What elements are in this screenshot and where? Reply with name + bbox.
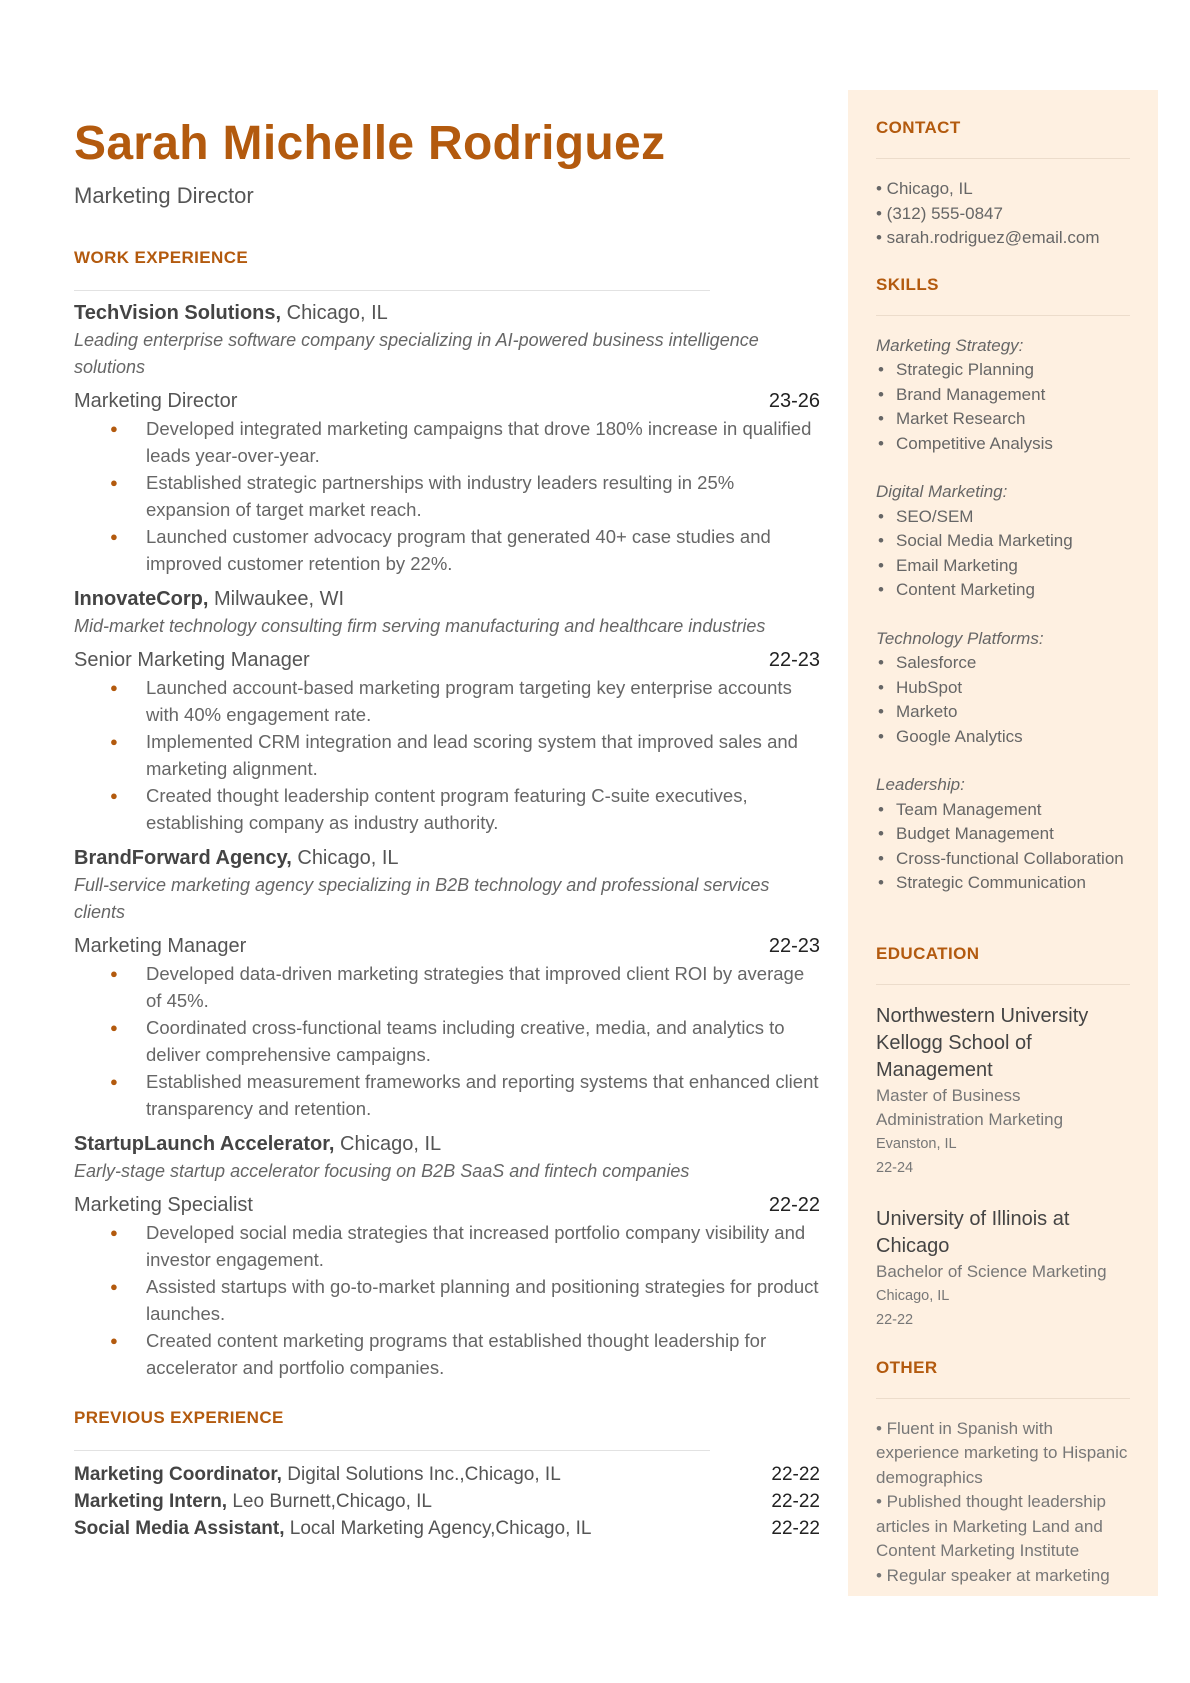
skill-item: • Salesforce [878, 653, 977, 672]
degree: Master of Business Administration Marketing [876, 1085, 1064, 1129]
job-entry [74, 844, 820, 1122]
education-title: EDUCATION [876, 943, 980, 963]
achievement-item: ● Developed integrated marketing campaigns that drove 180% increase in qualified leads year-over-year. [146, 415, 820, 469]
skill-category: Marketing Strategy: [876, 335, 1024, 355]
previous-org: Local Marketing Agency,Chicago, IL [284, 1518, 592, 1539]
achievement-item: ● Created thought leadership content program featuring C-suite executives, establishing company as industry authority. [146, 782, 820, 836]
other-title: OTHER [876, 1357, 938, 1377]
company-description: Leading enterprise software company specializing in AI-powered business intelligence solutions [74, 330, 759, 377]
achievement-list [74, 415, 820, 577]
achievement-item: ● Established strategic partnerships with industry leaders resulting in 25% expansion of target market reach. [146, 469, 820, 523]
work-experience-section [74, 248, 820, 1381]
other-item: • Regular speaker at marketing [876, 1565, 1110, 1585]
role-dates: 23-26 [768, 390, 820, 412]
achievement-item: ● Coordinated cross-functional teams including creative, media, and analytics to deliver comprehensive campaigns. [146, 1014, 820, 1068]
role-row [74, 1191, 820, 1219]
divider [876, 158, 1130, 159]
company-location: Chicago, IL [334, 1133, 442, 1155]
company-description: Early-stage startup accelerator focusing on B2B SaaS and fintech companies [74, 1161, 690, 1181]
skill-category: Digital Marketing: [876, 482, 1008, 501]
achievement-item: ● Implemented CRM integration and lead scoring system that improved sales and marketing alignment. [146, 728, 820, 782]
company-name: BrandForward Agency, [74, 847, 292, 869]
skill-item: • Content Marketing [878, 580, 1035, 599]
school-name: University of Illinois at Chicago [876, 1207, 1070, 1257]
skill-category: Technology Platforms: [876, 628, 1044, 648]
skill-group [876, 334, 1130, 457]
education-entry [876, 1206, 1130, 1332]
previous-role-row [74, 1461, 820, 1488]
skill-item: • Email Marketing [878, 555, 1018, 575]
school-name: Northwestern University Kellogg School of Management [876, 1004, 1089, 1081]
contact-location: • Chicago, IL [876, 179, 973, 198]
previous-role: Marketing Intern, [74, 1491, 228, 1512]
skill-item: • Strategic Planning [878, 360, 1034, 379]
previous-dates: 22-22 [771, 1464, 820, 1485]
school-dates: 22-24 [876, 1159, 914, 1176]
skill-item: • Competitive Analysis [878, 433, 1053, 453]
skill-item: • Brand Management [878, 384, 1046, 404]
role-row [74, 646, 820, 674]
achievement-item: ● Launched customer advocacy program that generated 40+ case studies and improved customer retention by 22%. [146, 523, 820, 577]
other-item: • Published thought leadership articles in Marketing Land and Content Marketing Institute [876, 1492, 1106, 1560]
company-name: TechVision Solutions, [74, 302, 282, 324]
skill-item: • Social Media Marketing [878, 531, 1073, 550]
degree: Bachelor of Science Marketing [876, 1261, 1107, 1281]
divider [876, 1398, 1130, 1399]
role-row [74, 387, 820, 415]
skill-group [876, 773, 1130, 896]
divider [876, 315, 1130, 316]
skill-category: Leadership: [876, 775, 965, 794]
role-title: Senior Marketing Manager [74, 649, 310, 671]
contact-phone: • (312) 555-0847 [876, 203, 1003, 223]
skill-group [876, 480, 1130, 603]
company-location: Milwaukee, WI [208, 588, 345, 610]
achievement-item: ● Assisted startups with go-to-market planning and positioning strategies for product launches. [146, 1273, 820, 1327]
achievement-item: ● Developed data-driven marketing strategies that improved client ROI by average of 45%. [146, 960, 820, 1014]
sidebar [848, 90, 1158, 1596]
company-description: Full-service marketing agency specializing in B2B technology and professional services clients [74, 875, 770, 922]
candidate-name: Sarah Michelle Rodriguez [74, 117, 666, 170]
company-line [74, 1130, 820, 1158]
divider [876, 984, 1130, 985]
skill-item: • Team Management [878, 799, 1042, 819]
skill-item: • Cross-functional Collaboration [878, 848, 1124, 868]
previous-dates: 22-22 [771, 1518, 820, 1539]
previous-role: Marketing Coordinator, [74, 1464, 282, 1485]
school-dates: 22-22 [876, 1311, 914, 1328]
achievement-item: ● Established measurement frameworks and reporting systems that enhanced client transparency and retention. [146, 1068, 820, 1122]
contact-title: CONTACT [876, 118, 961, 137]
role-dates: 22-22 [768, 1194, 820, 1216]
previous-role-row [74, 1515, 820, 1542]
achievement-list [74, 960, 820, 1122]
school-location: Chicago, IL [876, 1287, 950, 1304]
skill-item: • Strategic Communication [878, 873, 1086, 892]
company-location: Chicago, IL [291, 847, 399, 869]
achievement-item: ● Launched account-based marketing program targeting key enterprise accounts with 40% engagement rate. [146, 674, 820, 728]
achievement-list [74, 674, 820, 836]
school-location: Evanston, IL [876, 1135, 957, 1152]
previous-role-row [74, 1488, 820, 1515]
skill-item: • Marketo [878, 702, 958, 721]
role-row [74, 932, 820, 960]
contact-email: • sarah.rodriguez@email.com [876, 228, 1100, 247]
section-title: WORK EXPERIENCE [74, 248, 249, 267]
contact-list [876, 177, 1130, 251]
previous-org: Leo Burnett,Chicago, IL [227, 1491, 432, 1512]
previous-role: Social Media Assistant, [74, 1518, 285, 1539]
company-line [74, 299, 820, 327]
company-name: StartupLaunch Accelerator, [74, 1133, 335, 1155]
role-title: Marketing Manager [74, 935, 247, 957]
previous-dates: 22-22 [771, 1491, 820, 1512]
achievement-item: ● Created content marketing programs that established thought leadership for accelerator and portfolio companies. [146, 1327, 820, 1381]
skill-item: • Market Research [878, 409, 1026, 428]
previous-experience-section [74, 1408, 820, 1542]
role-dates: 22-23 [768, 649, 820, 671]
divider [74, 1450, 710, 1451]
skill-item: • Budget Management [878, 824, 1054, 843]
skills-title: SKILLS [876, 274, 939, 294]
skill-group [876, 627, 1130, 750]
role-dates: 22-23 [768, 935, 820, 957]
skill-item: • SEO/SEM [878, 506, 974, 526]
job-entry [74, 585, 820, 836]
role-title: Marketing Specialist [74, 1194, 253, 1216]
company-line [74, 844, 820, 872]
company-description: Mid-market technology consulting firm serving manufacturing and healthcare industries [74, 616, 766, 636]
skill-item: • Google Analytics [878, 726, 1023, 746]
section-title: PREVIOUS EXPERIENCE [74, 1408, 284, 1427]
previous-org: Digital Solutions Inc.,Chicago, IL [281, 1464, 561, 1485]
divider [74, 290, 710, 291]
job-entry [74, 1130, 820, 1381]
education-entry [876, 1003, 1130, 1180]
company-name: InnovateCorp, [74, 588, 209, 610]
other-item: • Fluent in Spanish with experience marketing to Hispanic demographics [876, 1418, 1128, 1487]
achievement-list [74, 1219, 820, 1381]
achievement-item: ● Developed social media strategies that increased portfolio company visibility and investor engagement. [146, 1219, 820, 1273]
candidate-title: Marketing Director [74, 183, 254, 208]
role-title: Marketing Director [74, 390, 238, 412]
skill-item: • HubSpot [878, 677, 963, 697]
company-line [74, 585, 820, 613]
company-location: Chicago, IL [281, 302, 388, 324]
job-entry [74, 299, 820, 577]
